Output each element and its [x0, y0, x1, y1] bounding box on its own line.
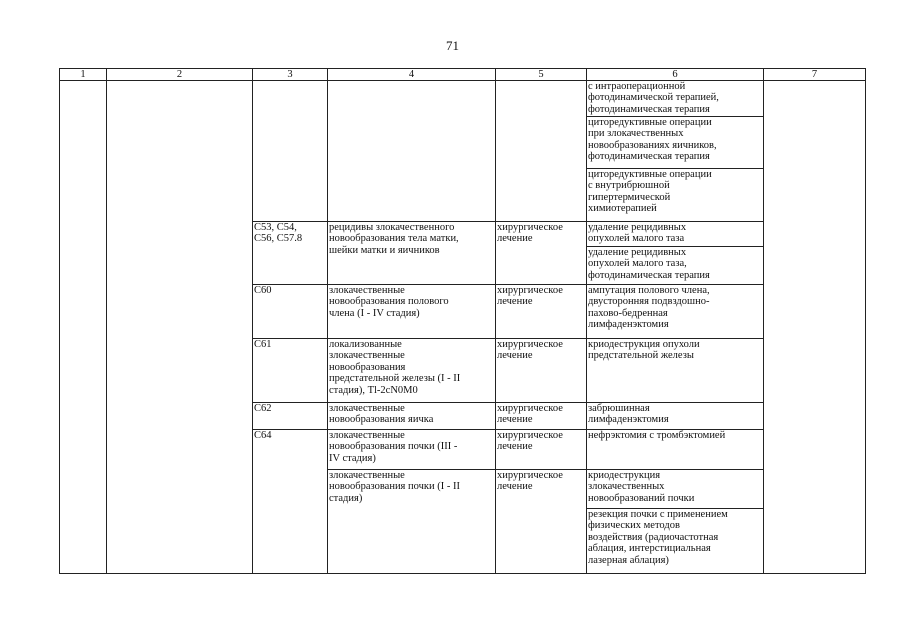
code-text: С60: [254, 285, 272, 296]
column-number: 4: [328, 69, 496, 81]
code-text: С64: [254, 430, 272, 441]
method-text: с интраоперационной фотодинамической терапией, фотодинамическая терапия: [588, 81, 719, 115]
table-row: [60, 81, 866, 117]
col7-cell: [764, 81, 866, 574]
medical-care-table: [59, 68, 866, 574]
treatment-text: хирургическое лечение: [497, 285, 563, 308]
model-cell: [328, 339, 496, 403]
column-number-row: [60, 69, 866, 81]
column-number: 7: [764, 69, 866, 81]
treatment-text: хирургическое лечение: [497, 430, 563, 453]
column-number: 3: [253, 69, 328, 81]
column-number: 1: [60, 69, 107, 81]
column-number: 2: [107, 69, 253, 81]
code-cell: [253, 285, 328, 339]
model-text: злокачественные новообразования почки (I - II стадия): [329, 470, 460, 504]
method-text: криодеструкция опухоли предстательной железы: [588, 339, 700, 362]
code-cell: [253, 339, 328, 403]
treatment-text: хирургическое лечение: [497, 339, 563, 362]
method-cell: [587, 403, 764, 430]
method-cell: [587, 169, 764, 222]
code-cell: [253, 430, 328, 574]
model-cell: [328, 470, 496, 574]
method-cell: [587, 339, 764, 403]
column-number: 6: [587, 69, 764, 81]
model-text: рецидивы злокачественного новообразования тела матки, шейки матки и яичников: [329, 222, 459, 256]
treatment-cell: [496, 222, 587, 285]
method-text: нефрэктомия с тромбэктомией: [588, 430, 726, 441]
col2-cell: [107, 81, 253, 574]
column-number: 5: [496, 69, 587, 81]
method-cell: [587, 285, 764, 339]
model-cell: [328, 430, 496, 470]
model-cell: [328, 222, 496, 285]
treatment-cell: [496, 403, 587, 430]
model-text: злокачественные новообразования полового члена (I - IV стадия): [329, 285, 449, 319]
method-text: циторедуктивные операции при злокачественных новообразованиях яичников, фотодинамическая терапия: [588, 117, 717, 163]
method-cell: [587, 247, 764, 285]
model-cell: [328, 403, 496, 430]
code-text: С53, С54, С56, С57.8: [254, 222, 303, 245]
page-number: 71: [446, 38, 459, 53]
model-text: злокачественные новообразования почки (III - IV стадия): [329, 430, 458, 464]
method-cell: [587, 81, 764, 117]
model-cell: [328, 285, 496, 339]
method-cell: [587, 117, 764, 169]
method-text: удаление рецидивных опухолей малого таза: [588, 222, 687, 245]
treatment-text: хирургическое лечение: [497, 403, 563, 426]
model-text: локализованные злокачественные новообразования предстательной железы (I - II стадия), Tl-2cN0M0: [329, 339, 461, 396]
method-text: ампутация полового члена, двусторонняя подвздошно- пахово-бедренная лимфаденэктомия: [588, 285, 710, 331]
code-cell: [253, 222, 328, 285]
model-cell: [328, 81, 496, 222]
code-cell: [253, 403, 328, 430]
method-text: удаление рецидивных опухолей малого таза, фотодинамическая терапия: [588, 247, 710, 281]
method-text: циторедуктивные операции с внутрибрюшной гипертермической химиотерапией: [588, 169, 712, 215]
col1-cell: [60, 81, 107, 574]
treatment-text: хирургическое лечение: [497, 222, 563, 245]
treatment-cell: [496, 430, 587, 470]
code-cell: [253, 81, 328, 222]
method-text: резекция почки с применением физических методов воздействия (радиочастотная аблация, интерстициальная лазерная аблация): [588, 509, 728, 566]
code-text: С61: [254, 339, 272, 350]
method-text: криодеструкция злокачественных новообразований почки: [588, 470, 695, 504]
treatment-cell: [496, 81, 587, 222]
model-text: злокачественные новообразования яичка: [329, 403, 434, 426]
method-text: забрюшинная лимфаденэктомия: [588, 403, 669, 426]
treatment-text: хирургическое лечение: [497, 470, 563, 493]
treatment-cell: [496, 285, 587, 339]
treatment-cell: [496, 470, 587, 574]
method-cell: [587, 430, 764, 470]
code-text: С62: [254, 403, 272, 414]
method-cell: [587, 509, 764, 574]
treatment-cell: [496, 339, 587, 403]
method-cell: [587, 470, 764, 509]
method-cell: [587, 222, 764, 247]
